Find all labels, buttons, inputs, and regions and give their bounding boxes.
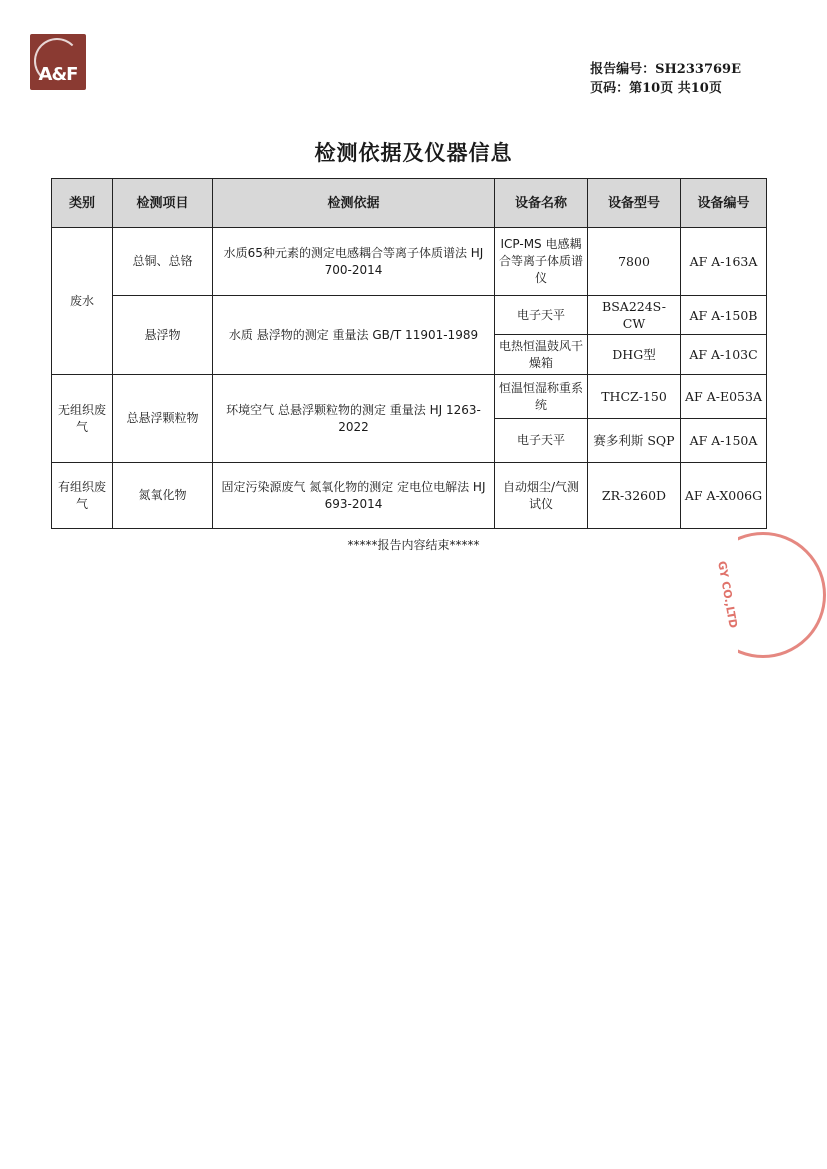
table-header-row: [52, 179, 767, 228]
equipment-code-cell: AF A-E053A: [681, 375, 767, 419]
seal-stamp-text: GY CO.,LTD: [715, 560, 740, 630]
equipment-name-cell: 恒温恒湿称重系统: [495, 375, 588, 419]
test-basis-cell: 水质 悬浮物的测定 重量法 GB/T 11901-1989: [213, 296, 495, 375]
company-logo: [30, 34, 86, 90]
equipment-name-cell: 电子天平: [495, 419, 588, 463]
test-item-cell: 总铜、总铬: [113, 228, 213, 296]
page-number-label: 页码：: [590, 81, 630, 96]
equipment-name-cell: 电子天平: [495, 296, 588, 335]
equipment-model-cell: DHG型: [588, 335, 681, 375]
header-category: 类别: [52, 179, 113, 228]
equipment-name-cell: 电热恒温鼓风干燥箱: [495, 335, 588, 375]
table-row: [52, 228, 767, 296]
report-header-info: [590, 60, 741, 98]
category-cell: 无组织废气: [52, 375, 113, 463]
equipment-code-cell: AF A-X006G: [681, 463, 767, 529]
equipment-model-cell: THCZ-150: [588, 375, 681, 419]
table-row: [52, 296, 767, 335]
test-basis-cell: 水质65种元素的测定电感耦合等离子体质谱法 HJ 700-2014: [213, 228, 495, 296]
table-row: [52, 463, 767, 529]
test-item-cell: 悬浮物: [113, 296, 213, 375]
header-equipment-code: 设备编号: [681, 179, 767, 228]
report-number-label: 报告编号：: [590, 62, 656, 77]
category-cell: 有组织废气: [52, 463, 113, 529]
inspection-info-table: [51, 178, 767, 529]
equipment-code-cell: AF A-103C: [681, 335, 767, 375]
report-end-note: *****报告内容结束*****: [347, 538, 480, 552]
page-number-value: 第10页 共10页: [629, 81, 722, 96]
equipment-name-cell: ICP-MS 电感耦合等离子体质谱仪: [495, 228, 588, 296]
equipment-code-cell: AF A-150B: [681, 296, 767, 335]
equipment-model-cell: ZR-3260D: [588, 463, 681, 529]
page-number-row: [590, 79, 741, 98]
test-basis-cell: 环境空气 总悬浮颗粒物的测定 重量法 HJ 1263-2022: [213, 375, 495, 463]
test-basis-cell: 固定污染源废气 氮氧化物的测定 定电位电解法 HJ 693-2014: [213, 463, 495, 529]
equipment-name-cell: 自动烟尘/气测试仪: [495, 463, 588, 529]
table-row: [52, 375, 767, 419]
category-cell: 废水: [52, 228, 113, 375]
equipment-model-cell: 赛多利斯 SQP: [588, 419, 681, 463]
header-equipment-name: 设备名称: [495, 179, 588, 228]
header-test-basis: 检测依据: [213, 179, 495, 228]
equipment-code-cell: AF A-150A: [681, 419, 767, 463]
test-item-cell: 总悬浮颗粒物: [113, 375, 213, 463]
header-equipment-model: 设备型号: [588, 179, 681, 228]
logo-text: A&F: [38, 64, 78, 85]
report-number-row: [590, 60, 741, 79]
equipment-code-cell: AF A-163A: [681, 228, 767, 296]
equipment-model-cell: 7800: [588, 228, 681, 296]
test-item-cell: 氮氧化物: [113, 463, 213, 529]
equipment-model-cell: BSA224S-CW: [588, 296, 681, 335]
report-number-value: SH233769E: [655, 62, 741, 77]
page-title: 检测依据及仪器信息: [314, 141, 513, 165]
header-test-item: 检测项目: [113, 179, 213, 228]
